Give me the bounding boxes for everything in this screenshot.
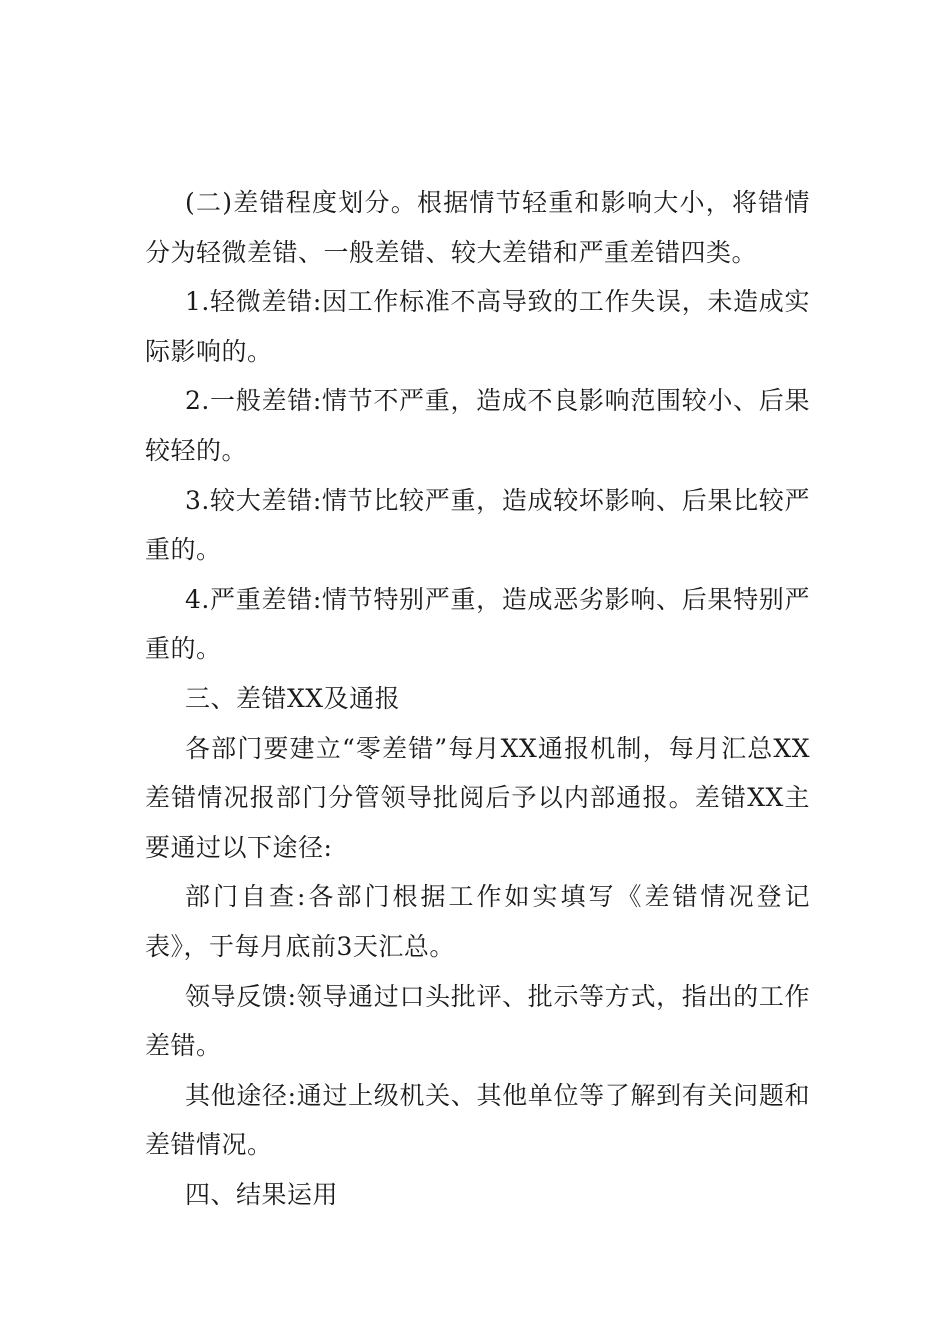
paragraph-error-degree: (二)差错程度划分。根据情节轻重和影响大小，将错情分为轻微差错、一般差错、较大差错和严重差错四类。 — [145, 188, 810, 267]
document-body — [145, 178, 810, 1219]
paragraph-serious-error: 4.严重差错:情节特别严重，造成恶劣影响、后果特别严重的。 — [145, 584, 810, 664]
paragraph-major-error: 3.较大差错:情节比较严重，造成较坏影响、后果比较严重的。 — [145, 485, 810, 565]
paragraph-report-mechanism: 各部门要建立“零差错”每月XX通报机制，每月汇总XX差错情况报部门分管领导批阅后予以内部通报。差错XX主要通过以下途径: — [145, 733, 810, 862]
section-heading-4: 四、结果运用 — [185, 1179, 339, 1209]
paragraph-general-error: 2.一般差错:情节不严重，造成不良影响范围较小、后果较轻的。 — [145, 386, 810, 465]
paragraph-minor-error: 1.轻微差错:因工作标准不高导致的工作失误，未造成实际影响的。 — [145, 287, 810, 366]
section-heading-3: 三、差错XX及通报 — [185, 683, 401, 713]
paragraph-leader-feedback: 领导反馈:领导通过口头批评、批示等方式，指出的工作差错。 — [145, 981, 810, 1061]
paragraph-other-channels: 其他途径:通过上级机关、其他单位等了解到有关问题和差错情况。 — [145, 1080, 810, 1160]
paragraph-self-check: 部门自查:各部门根据工作如实填写《差错情况登记表》，于每月底前3天汇总。 — [145, 882, 810, 961]
